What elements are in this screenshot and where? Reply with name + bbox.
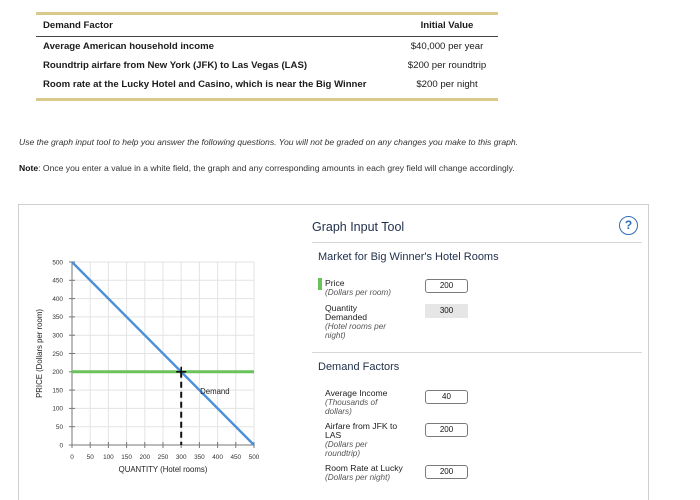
row-value: $200 per night xyxy=(416,79,478,90)
market-title: Market for Big Winner's Hotel Rooms xyxy=(318,251,499,263)
y-tick-label: 450 xyxy=(52,277,63,285)
demand-factor-table xyxy=(36,12,498,101)
y-tick-label: 500 xyxy=(52,259,63,267)
room-rate-label xyxy=(325,464,403,482)
title-divider xyxy=(312,242,642,243)
x-tick-label: 450 xyxy=(230,454,242,461)
y-tick-label: 350 xyxy=(52,314,63,322)
y-tick-label: 100 xyxy=(52,405,63,413)
table-row xyxy=(36,56,498,75)
y-tick-label: 200 xyxy=(52,369,63,377)
x-tick-label: 100 xyxy=(103,454,114,461)
help-button[interactable]: ? xyxy=(619,216,638,235)
row-value: $40,000 per year xyxy=(410,41,484,52)
x-tick-label: 0 xyxy=(70,454,74,461)
x-axis-label: QUANTITY (Hotel rooms) xyxy=(118,465,208,474)
demand-factors-title: Demand Factors xyxy=(318,361,400,373)
row-factor: Roundtrip airfare from New York (JFK) to Las Vegas (LAS) xyxy=(43,60,308,71)
quantity-unit-line2: night) xyxy=(325,331,346,340)
table-row xyxy=(36,37,498,56)
graph-tool-title: Graph Input Tool xyxy=(312,220,405,234)
demand-chart[interactable] xyxy=(19,205,309,500)
y-tick-label: 0 xyxy=(59,442,63,450)
graph-panel xyxy=(18,204,649,500)
quantity-label-line1: Quantity xyxy=(325,303,358,313)
row-factor: Average American household income xyxy=(43,41,214,52)
price-label-text: Price xyxy=(325,278,345,288)
x-tick-label: 250 xyxy=(157,454,169,461)
row-value: $200 per roundtrip xyxy=(407,60,487,71)
quantity-output: 300 xyxy=(425,304,468,318)
y-tick-label: 150 xyxy=(52,387,63,395)
income-label-text: Average Income xyxy=(325,388,388,398)
x-tick-label: 500 xyxy=(248,454,260,461)
price-label xyxy=(325,279,391,297)
note-body: : Once you enter a value in a white field, the graph and any corresponding amounts in each grey field will change accordingly. xyxy=(38,163,515,173)
y-axis-label: PRICE (Dollars per room) xyxy=(35,309,44,398)
x-tick-label: 300 xyxy=(175,454,187,461)
y-tick-label: 300 xyxy=(52,332,63,340)
section-divider xyxy=(312,352,642,353)
income-unit-line1: (Thousands of xyxy=(325,398,378,407)
x-tick-label: 400 xyxy=(212,454,223,461)
header-value: Initial Value xyxy=(420,20,474,31)
table-row xyxy=(36,75,498,94)
income-input[interactable]: 40 xyxy=(425,390,468,404)
y-tick-label: 250 xyxy=(52,350,63,358)
airfare-label-line2: LAS xyxy=(325,430,342,440)
room-rate-label-text: Room Rate at Lucky xyxy=(325,463,403,473)
airfare-unit-line1: (Dollars per xyxy=(325,440,368,449)
note-label: Note xyxy=(19,163,39,173)
income-unit-line2: dollars) xyxy=(325,407,352,416)
x-tick-label: 200 xyxy=(139,454,151,461)
quantity-label xyxy=(325,304,386,340)
room-rate-input[interactable]: 200 xyxy=(425,465,468,479)
airfare-unit-line2: roundtrip) xyxy=(325,449,361,458)
quantity-unit-line1: (Hotel rooms per xyxy=(325,322,386,331)
room-rate-unit: (Dollars per night) xyxy=(325,473,391,482)
x-tick-label: 350 xyxy=(194,454,205,461)
price-input[interactable]: 200 xyxy=(425,279,468,293)
price-color-swatch xyxy=(318,278,322,290)
x-tick-label: 50 xyxy=(86,454,94,461)
price-unit: (Dollars per room) xyxy=(325,288,391,297)
airfare-input[interactable]: 200 xyxy=(425,423,468,437)
note-text xyxy=(19,163,515,173)
airfare-label-line1: Airfare from JFK to xyxy=(325,421,398,431)
header-factor: Demand Factor xyxy=(43,20,113,31)
table-header-row xyxy=(36,15,498,36)
airfare-label xyxy=(325,422,397,458)
x-tick-label: 150 xyxy=(121,454,132,461)
table-bottom-rule xyxy=(36,98,498,101)
instructions-text: Use the graph input tool to help you answer the following questions. You will not be graded on any changes you make to this graph. xyxy=(19,137,519,147)
quantity-label-line2: Demanded xyxy=(325,312,368,322)
row-factor: Room rate at the Lucky Hotel and Casino, which is near the Big Winner xyxy=(43,79,367,90)
y-tick-label: 400 xyxy=(52,295,63,303)
y-tick-label: 50 xyxy=(55,424,63,431)
demand-curve-label: Demand xyxy=(200,386,230,396)
income-label xyxy=(325,389,387,416)
